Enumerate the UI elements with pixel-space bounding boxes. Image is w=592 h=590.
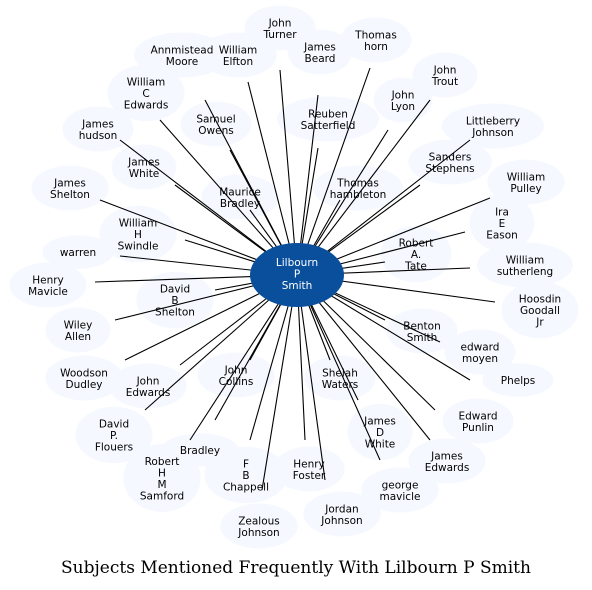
node-zealous-johnson-label-line: Johnson — [238, 526, 280, 539]
node-benton-smith-label-line: Smith — [406, 331, 438, 344]
node-phelps[interactable] — [501, 375, 536, 387]
node-edward-punlin[interactable] — [458, 410, 497, 434]
center-node-label-line: Smith — [281, 280, 313, 292]
node-woodson-dudley-label-line: Dudley — [65, 378, 103, 391]
node-george-mavicle-label-line: mavicle — [379, 490, 421, 503]
node-hoosdin-goodall-jr-label-line: Hoosdin — [518, 293, 562, 306]
node-james-beard[interactable] — [303, 41, 336, 65]
node-james-hudson-label-line: James — [82, 118, 114, 131]
node-hoosdin-goodall-jr-label-line: Jr — [536, 316, 544, 329]
node-william-pulley-label-line: William — [506, 171, 546, 184]
node-edward-punlin-label-line: Edward — [458, 410, 498, 423]
node-david-b-shelton-label-line: B — [171, 295, 179, 307]
node-zealous-johnson-label-line: Zealous — [238, 515, 280, 528]
node-william-c-edwards-label-line: C — [142, 88, 150, 100]
node-f-b-chappell-label-line: Chappell — [222, 481, 270, 494]
node-shelah-waters[interactable] — [322, 367, 359, 391]
node-warren[interactable] — [60, 247, 96, 259]
node-woodson-dudley-label-line: Woodson — [60, 367, 108, 380]
node-samuel-owens-label-line: Samuel — [196, 113, 236, 126]
node-henry-mavicle[interactable] — [28, 274, 68, 298]
node-james-edwards-label-line: Edwards — [424, 461, 470, 474]
node-william-sutherleng-label-line: William — [505, 254, 545, 267]
node-robert-h-m-samford-label-line: Robert — [144, 455, 180, 468]
node-reuben-satterfield-label-line: Reuben — [308, 108, 348, 121]
node-jordan-johnson-label-line: Jordan — [325, 503, 359, 516]
node-james-white-label-line: James — [128, 156, 160, 169]
node-maurice-bradley[interactable] — [219, 186, 261, 210]
node-james-beard-label-line: James — [304, 41, 336, 54]
node-bradley-label-line: Bradley — [179, 445, 221, 457]
node-wiley-allen-label-line: Allen — [64, 330, 92, 343]
center-node-label-line: Lilbourn — [275, 257, 319, 269]
node-thomas-hambleton-label-line: Thomas — [337, 177, 379, 190]
node-james-beard-label-line: Beard — [304, 52, 336, 65]
node-john-trout[interactable] — [431, 64, 458, 88]
node-john-edwards-label-line: Edwards — [125, 386, 171, 399]
node-james-shelton-label-line: Shelton — [50, 188, 90, 201]
node-james-d-white-label-line: James — [364, 415, 396, 428]
node-thomas-horn-label-line: Thomas — [355, 29, 397, 42]
node-david-b-shelton-label-line: David — [159, 283, 191, 296]
node-john-trout-label-line: Trout — [431, 75, 459, 88]
diagram-title: Subjects Mentioned Frequently With Lilbourn P Smith — [61, 558, 531, 578]
node-james-hudson[interactable] — [79, 118, 118, 142]
node-ira-e-eason-label-line: Eason — [486, 229, 518, 242]
node-edward-punlin-label-line: Punlin — [462, 421, 494, 434]
node-george-mavicle-label-line: george — [381, 479, 419, 492]
node-thomas-hambleton-label-line: hambleton — [329, 188, 387, 201]
node-robert-a-tate-label-line: Tate — [405, 260, 427, 273]
node-john-collins-label-line: John — [224, 364, 248, 377]
node-edward-moyen[interactable] — [461, 341, 500, 365]
node-samuel-owens[interactable] — [196, 113, 235, 137]
node-phelps-label-line: Phelps — [500, 375, 536, 387]
node-annmistead-moore-label-line: Moore — [165, 55, 199, 68]
node-david-p-flouers-label-line: P. — [109, 430, 119, 442]
node-james-shelton-label-line: James — [54, 177, 86, 190]
node-john-lyon[interactable] — [391, 89, 416, 113]
node-william-c-edwards-label-line: William — [126, 76, 166, 89]
node-james-d-white-label-line: D — [375, 427, 385, 439]
node-edward-moyen-label-line: moyen — [462, 352, 498, 365]
node-john-turner-label-line: John — [268, 17, 292, 30]
node-david-p-flouers-label-line: Flouers — [94, 441, 134, 454]
node-annmistead-moore-label-line: Annmistead — [150, 44, 214, 57]
node-bradley[interactable] — [180, 445, 220, 457]
node-john-edwards-label-line: John — [136, 375, 160, 388]
node-wiley-allen-label-line: Wiley — [63, 319, 93, 332]
node-ira-e-eason-label-line: Ira — [495, 206, 509, 219]
node-james-shelton[interactable] — [50, 177, 90, 201]
node-jordan-johnson[interactable] — [320, 503, 362, 527]
center-node[interactable] — [250, 243, 344, 307]
node-wiley-allen[interactable] — [64, 319, 93, 343]
node-john-turner-label-line: Turner — [263, 28, 297, 41]
node-henry-foster[interactable] — [293, 458, 326, 482]
node-william-pulley-label-line: Pulley — [510, 182, 542, 195]
node-woodson-dudley[interactable] — [60, 367, 108, 391]
node-robert-a-tate-label-line: Robert — [398, 237, 434, 250]
node-samuel-owens-label-line: Owens — [198, 124, 234, 137]
center-node-label-line: P — [293, 268, 301, 281]
node-jordan-johnson-label-line: Johnson — [321, 514, 363, 527]
node-zealous-johnson[interactable] — [237, 515, 279, 539]
node-william-sutherleng-label-line: sutherleng — [496, 265, 554, 278]
node-henry-foster-label-line: Henry — [293, 458, 325, 471]
node-edward-moyen-label-line: edward — [460, 341, 500, 354]
node-william-h-swindle-label-line: H — [134, 229, 142, 241]
node-benton-smith-label-line: Benton — [403, 320, 441, 333]
node-henry-mavicle-label-line: Mavicle — [28, 285, 68, 298]
node-sanders-stephens[interactable] — [425, 151, 474, 175]
node-james-white[interactable] — [127, 156, 160, 180]
node-james-edwards[interactable] — [425, 450, 470, 474]
node-john-lyon-label-line: John — [391, 89, 415, 102]
node-david-p-flouers-label-line: David — [98, 418, 130, 431]
node-william-elfton-label-line: William — [218, 44, 258, 57]
node-thomas-horn-label-line: horn — [364, 40, 388, 53]
node-william-c-edwards-label-line: Edwards — [123, 99, 169, 112]
node-littleberry-johnson[interactable] — [466, 115, 520, 139]
node-henry-mavicle-label-line: Henry — [32, 274, 64, 287]
node-henry-foster-label-line: Foster — [292, 469, 326, 482]
node-david-b-shelton-label-line: Shelton — [155, 306, 195, 319]
node-william-elfton-label-line: Elfton — [222, 55, 254, 68]
node-maurice-bradley-label-line: Bradley — [219, 197, 261, 210]
node-littleberry-johnson-label-line: Littleberry — [465, 115, 521, 128]
node-robert-h-m-samford-label-line: M — [157, 478, 167, 491]
node-sanders-stephens-label-line: Stephens — [425, 162, 475, 175]
node-robert-h-m-samford-label-line: Samford — [139, 490, 185, 503]
node-reuben-satterfield[interactable] — [301, 108, 356, 132]
node-james-d-white-label-line: White — [364, 438, 396, 451]
node-littleberry-johnson-label-line: Johnson — [472, 126, 514, 139]
node-shelah-waters-label-line: Shelah — [322, 367, 358, 380]
node-warren-label-line: warren — [59, 247, 97, 259]
node-john-trout-label-line: John — [433, 64, 457, 77]
node-james-hudson-label-line: hudson — [78, 129, 118, 142]
node-hoosdin-goodall-jr-label-line: Goodall — [520, 305, 560, 317]
node-reuben-satterfield-label-line: Satterfield — [300, 119, 356, 132]
node-ira-e-eason-label-line: E — [498, 218, 506, 230]
node-william-elfton[interactable] — [219, 44, 257, 68]
node-robert-h-m-samford-label-line: H — [158, 467, 166, 480]
node-sanders-stephens-label-line: Sanders — [428, 151, 472, 164]
node-shelah-waters-label-line: Waters — [321, 378, 359, 391]
node-john-lyon-label-line: Lyon — [390, 100, 416, 113]
node-f-b-chappell-label-line: F — [242, 458, 250, 471]
node-robert-a-tate-label-line: A. — [410, 249, 422, 261]
node-thomas-hambleton[interactable] — [330, 177, 387, 201]
node-maurice-bradley-label-line: Maurice — [219, 186, 261, 199]
node-james-white-label-line: White — [128, 167, 160, 180]
node-benton-smith[interactable] — [403, 320, 441, 344]
node-john-collins-label-line: Collins — [218, 375, 254, 388]
node-f-b-chappell-label-line: B — [242, 470, 250, 482]
node-william-h-swindle-label-line: William — [118, 217, 158, 230]
node-james-edwards-label-line: James — [431, 450, 463, 463]
node-william-h-swindle-label-line: Swindle — [117, 240, 159, 253]
node-william-pulley[interactable] — [507, 171, 545, 195]
node-george-mavicle[interactable] — [380, 479, 421, 503]
